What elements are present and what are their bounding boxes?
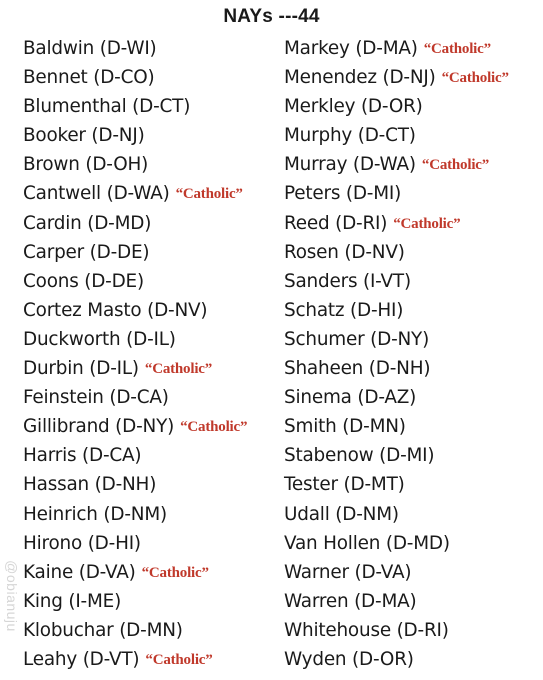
- left-column: [23, 34, 247, 674]
- senator-name: Warner (D-VA): [284, 561, 412, 583]
- senator-row: [23, 238, 247, 267]
- senator-name: Klobuchar (D-MN): [23, 619, 183, 641]
- senator-row: [23, 121, 247, 150]
- page-title: NAYs ---44: [223, 6, 320, 27]
- catholic-tag: “Catholic”: [441, 70, 509, 87]
- senator-name: Murray (D-WA): [284, 154, 416, 176]
- senator-name: Booker (D-NJ): [23, 125, 145, 147]
- senator-name: Cardin (D-MD): [23, 212, 152, 234]
- senator-name: Durbin (D-IL): [23, 358, 139, 380]
- senator-row: [23, 63, 247, 92]
- senator-row: [284, 121, 509, 150]
- senator-row: [23, 645, 247, 674]
- senator-name: Carper (D-DE): [23, 241, 150, 263]
- senator-row: [23, 267, 247, 296]
- senator-row: [284, 296, 509, 325]
- senator-name: Gillibrand (D-NY): [23, 416, 175, 438]
- senator-row: [284, 92, 509, 121]
- senator-row: [23, 325, 247, 354]
- senator-name: Sanders (I-VT): [284, 270, 411, 292]
- senator-name: Markey (D-MA): [284, 38, 418, 59]
- senator-row: [23, 209, 247, 238]
- senator-name: Coons (D-DE): [23, 270, 144, 292]
- senator-name: Schumer (D-NY): [284, 328, 430, 350]
- senator-name: Duckworth (D-IL): [23, 328, 176, 350]
- senator-name: Shaheen (D-NH): [284, 358, 431, 380]
- senator-name: Tester (D-MT): [284, 474, 405, 496]
- senator-row: [284, 179, 509, 208]
- right-column: [284, 34, 509, 674]
- senator-row: [284, 354, 509, 383]
- senator-name: Hirono (D-HI): [23, 532, 141, 554]
- senator-row: [23, 587, 247, 616]
- senator-name: King (I-ME): [23, 590, 122, 612]
- senator-row: [23, 179, 247, 208]
- catholic-tag: “Catholic”: [175, 186, 243, 203]
- catholic-tag: “Catholic”: [393, 215, 461, 232]
- senator-row: [23, 383, 247, 412]
- senator-name: Cantwell (D-WA): [23, 183, 170, 205]
- senator-row: [284, 500, 509, 529]
- senator-row: [284, 587, 509, 616]
- senator-row: [23, 470, 247, 499]
- senator-name: Smith (D-MN): [284, 416, 406, 438]
- senator-name: Rosen (D-NV): [284, 241, 405, 263]
- senator-name: Sinema (D-AZ): [284, 387, 417, 409]
- senator-row: [284, 412, 509, 441]
- senator-row: [23, 412, 247, 441]
- senator-row: [284, 441, 509, 470]
- senator-name: Schatz (D-HI): [284, 299, 404, 321]
- senator-row: [284, 645, 509, 674]
- senator-row: [284, 616, 509, 645]
- senator-row: [284, 325, 509, 354]
- catholic-tag: “Catholic”: [145, 651, 213, 668]
- senator-name: Harris (D-CA): [23, 445, 142, 467]
- senator-name: Brown (D-OH): [23, 154, 149, 176]
- senator-row: [284, 470, 509, 499]
- senator-name: Van Hollen (D-MD): [284, 532, 450, 554]
- senator-row: [23, 150, 247, 179]
- catholic-tag: “Catholic”: [141, 564, 209, 581]
- senator-name: Heinrich (D-NM): [23, 503, 167, 525]
- senator-name: Murphy (D-CT): [284, 125, 416, 147]
- senator-name: Kaine (D-VA): [23, 561, 136, 583]
- senator-name: Merkley (D-OR): [284, 96, 423, 118]
- senator-row: [23, 34, 247, 63]
- senator-row: [23, 354, 247, 383]
- senator-row: [284, 238, 509, 267]
- senator-row: [284, 209, 509, 238]
- senator-name: Reed (D-RI): [284, 212, 388, 234]
- catholic-tag: “Catholic”: [423, 41, 491, 57]
- senator-row: [23, 296, 247, 325]
- senator-name: Wyden (D-OR): [284, 648, 414, 670]
- senator-name: Stabenow (D-MI): [284, 445, 435, 467]
- senator-name: Warren (D-MA): [284, 590, 417, 612]
- senator-name: Whitehouse (D-RI): [284, 619, 449, 641]
- senator-row: [284, 558, 509, 587]
- senator-row: [284, 63, 509, 92]
- senator-row: [284, 383, 509, 412]
- senator-name: Bennet (D-CO): [23, 67, 155, 89]
- senator-name: Baldwin (D-WI): [23, 38, 157, 59]
- senator-name: Cortez Masto (D-NV): [23, 299, 208, 321]
- senator-row: [23, 616, 247, 645]
- senator-row: [284, 267, 509, 296]
- senator-row: [284, 150, 509, 179]
- senator-name: Hassan (D-NH): [23, 474, 157, 496]
- senator-name: Blumenthal (D-CT): [23, 96, 191, 118]
- senator-row: [284, 34, 509, 63]
- senator-row: [284, 529, 509, 558]
- catholic-tag: “Catholic”: [421, 157, 490, 174]
- senator-name: Udall (D-NM): [284, 503, 399, 525]
- senator-row: [23, 500, 247, 529]
- senator-row: [23, 558, 247, 587]
- senator-row: [23, 92, 247, 121]
- catholic-tag: “Catholic”: [144, 361, 213, 378]
- senator-name: Peters (D-MI): [284, 183, 402, 205]
- senator-name: Leahy (D-VT): [23, 648, 140, 670]
- senator-name: Menendez (D-NJ): [284, 67, 436, 89]
- catholic-tag: “Catholic”: [180, 419, 248, 436]
- senator-name: Feinstein (D-CA): [23, 387, 169, 409]
- senator-row: [23, 441, 247, 470]
- watermark: @obianuju: [4, 560, 20, 632]
- senator-row: [23, 529, 247, 558]
